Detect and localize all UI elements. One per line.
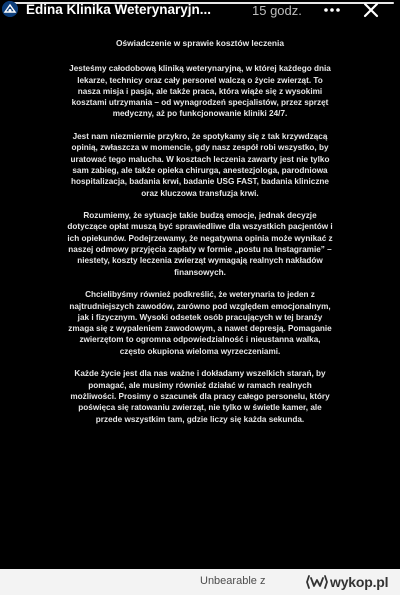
more-horizontal-icon[interactable]	[322, 2, 342, 18]
wykop-logo	[306, 573, 396, 591]
statement-document	[66, 38, 334, 436]
clinic-logo-icon	[2, 1, 18, 17]
watermark-credit	[200, 575, 265, 587]
wykop-logo-icon	[306, 574, 328, 590]
avatar[interactable]	[2, 1, 18, 17]
document-paragraph: Każde życie jest dla nas ważne i dokładamy wszelkich starań, by pomagać, ale musimy również działać w ramach realnych możliwości. Prosimy o szacunek dla pracy całego personelu, który poświęca się ratowaniu zwierząt, nie tylko w świetle kamer, ale przede wszystkim tam, gdzie liczy się każda sekunda.	[70, 369, 330, 424]
document-title: Oświadczenie w sprawie kosztów leczenia	[115, 38, 285, 48]
account-name[interactable]: Edina Klinika Weterynaryjn...	[26, 2, 212, 17]
document-paragraph: Rozumiemy, że sytuacje takie budzą emocje, jednak decyzje dotyczące opłat muszą być sprawiedliwe dla wszystkich pacjentów i ich opiekunów. Podejrzewamy, że negatywna opinia może wynikać z naszej odmowy przyjęcia zapłaty w formie „postu na Instagramie” – niestety, koszty leczenia zwierząt wymagają realnych nakładów finansowych.	[67, 211, 333, 277]
close-icon[interactable]	[361, 0, 381, 20]
story-header	[0, 0, 400, 26]
document-paragraph: Jesteśmy całodobową kliniką weterynaryjną, w której każdego dnia lekarze, technicy oraz cały personel walczą o życie zwierząt. To nasza misja i pasja, ale także praca, która wiąże się z wysokimi kosztami utrzymania – od wynagrodzeń specjalistów, przez sprzęt medyczny, aż po funkcjonowanie kliniki 24/7.	[69, 64, 331, 119]
document-paragraph: Chcielibyśmy również podkreślić, że weterynaria to jeden z najtrudniejszych zawodów, zarówno pod względem emocjonalnym, jak i fizycznym. Wysoki odsetek osób pracujących w tej branży zmaga się z wypaleniem zawodowym, a nawet depresją. Pomaganie zwierzętom to ogromna odpowiedzialność i nieustanna walka, często okupiona wieloma wyrzeczeniami.	[68, 290, 332, 356]
document-paragraph: Jest nam niezmiernie przykro, że spotykamy się z tak krzywdzącą opinią, zwłaszcza w momencie, gdy nasz zespół robi wszystko, by uratować tego malucha. W kosztach leczenia zawarty jest nie tylko sam zabieg, ale także opieka chirurga, anestezjologa, parodniowa hospitalizacja, badania krwi, badanie USG FAST, badania kliniczne oraz kluczowa transfuzja krwi.	[70, 132, 330, 198]
watermark-username: Unbearable	[200, 575, 257, 587]
story-timestamp: 15 godz.	[252, 3, 302, 18]
watermark-separator: z	[259, 575, 266, 587]
wykop-logo-text: wykop.pl	[330, 574, 389, 590]
watermark-footer	[0, 569, 400, 595]
